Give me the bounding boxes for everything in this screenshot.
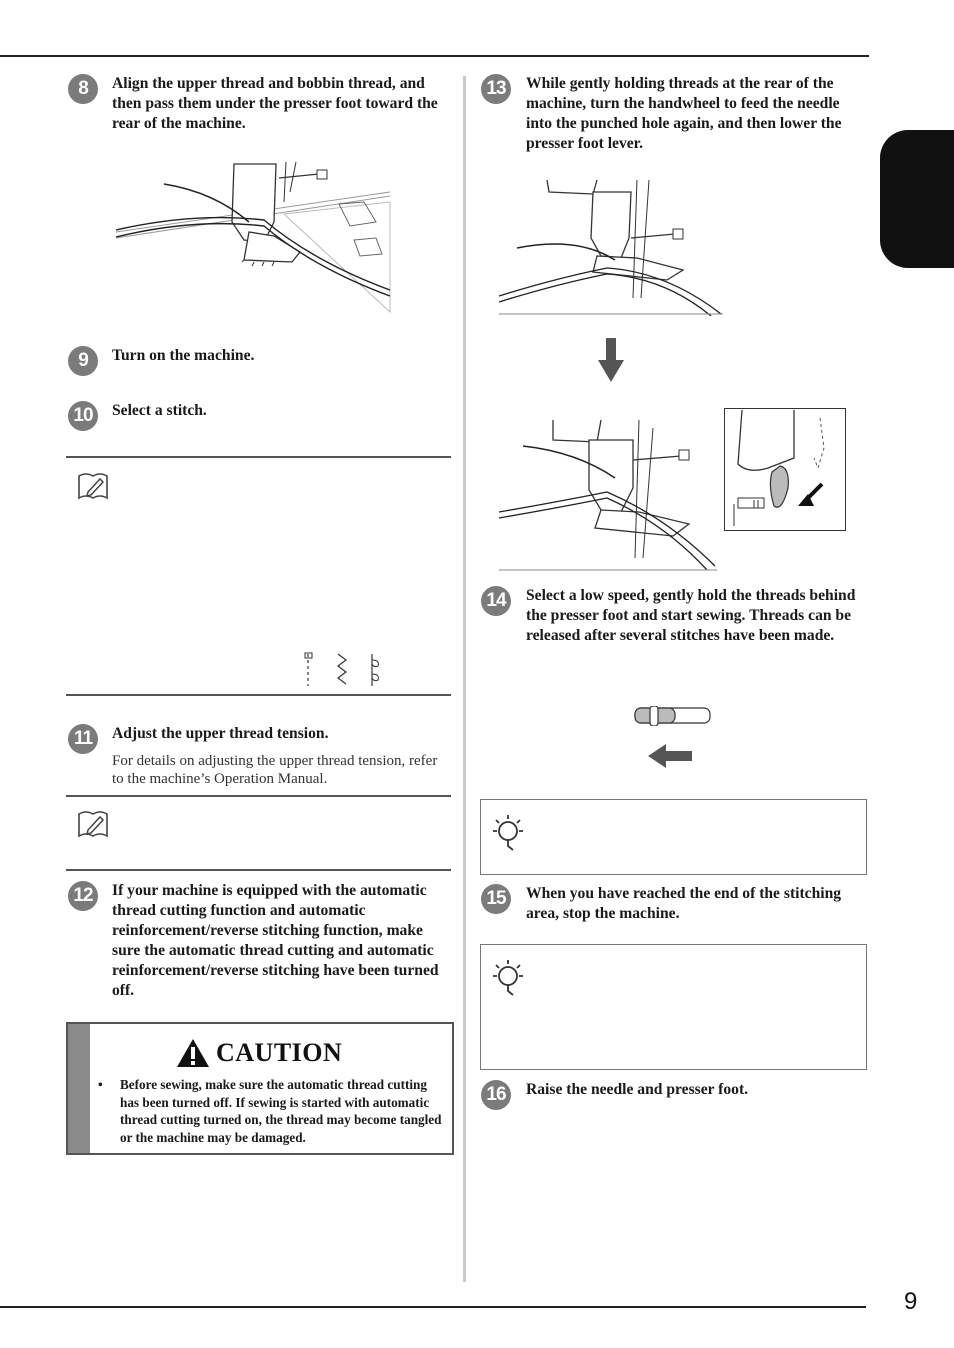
step-11-text: Adjust the upper thread tension. [112, 725, 329, 742]
speed-slider-illustration [634, 706, 712, 726]
column-divider [463, 76, 466, 1282]
step-number-badge: 9 [68, 346, 98, 376]
step-15-text: When you have reached the end of the stitching area, stop the machine. [526, 885, 842, 922]
step-12-text: If your machine is equipped with the automatic thread cutting function and automatic reinforcement/reverse stitching function, make sure the automatic thread cutting and automatic reinforcement/reverse stitching have been turned off. [112, 882, 439, 999]
bullet-marker: • [98, 1077, 103, 1092]
tip-box [480, 799, 867, 875]
caution-side-bar [68, 1024, 90, 1153]
page-number: 9 [904, 1288, 918, 1315]
caution-box [66, 1022, 454, 1155]
step-11-detail: For details on adjusting the upper thread tension, refer to the machine’s Operation Manual. [112, 753, 438, 787]
presser-foot-lever-inset [724, 408, 846, 531]
presser-foot-threads-illustration [114, 162, 394, 326]
step-16-text: Raise the needle and presser foot. [526, 1081, 749, 1098]
tip-box [480, 944, 867, 1070]
arrow-left-icon [648, 744, 692, 768]
lightbulb-icon [491, 957, 525, 999]
step-number-badge: 14 [481, 586, 511, 616]
lightbulb-icon [491, 812, 525, 854]
step-number-badge: 13 [481, 74, 511, 104]
step-13-text: While gently holding threads at the rear of the machine, turn the handwheel to feed the needle into the punched hole again, and then lower the presser foot lever. [526, 75, 842, 152]
caution-heading [176, 1038, 342, 1068]
note-bottom-rule [66, 869, 451, 871]
caution-title: CAUTION [216, 1038, 343, 1067]
presser-foot-lowered-illustration [497, 418, 719, 572]
bottom-rule [0, 1306, 866, 1308]
step-8-text: Align the upper thread and bobbin thread, and then pass them under the presser foot toward the rear of the machine. [112, 75, 438, 132]
step-number-badge: 10 [68, 401, 98, 431]
stitch-symbols [300, 650, 386, 690]
step-number-badge: 15 [481, 884, 511, 914]
warning-triangle-icon [176, 1038, 210, 1068]
note-bottom-rule [66, 694, 451, 696]
memo-pencil-icon [76, 808, 110, 840]
arrow-down-icon [598, 338, 624, 382]
step-10-text: Select a stitch. [112, 402, 207, 419]
step-number-badge: 11 [68, 724, 98, 754]
top-rule [0, 55, 869, 57]
step-number-badge: 16 [481, 1080, 511, 1110]
step-14-text: Select a low speed, gently hold the threads behind the presser foot and start sewing. Threads can be released after several stitches have been made. [526, 587, 856, 644]
memo-pencil-icon [76, 470, 110, 502]
chapter-tab [880, 130, 954, 268]
step-number-badge: 8 [68, 74, 98, 104]
needle-punched-hole-illustration [497, 178, 725, 316]
step-number-badge: 12 [68, 881, 98, 911]
note-top-rule [66, 456, 451, 458]
step-9-text: Turn on the machine. [112, 347, 255, 364]
caution-text: Before sewing, make sure the automatic thread cutting has been turned off. If sewing is started with automatic thread cutting turned on, the thread may become tangled or the machine may be damaged. [120, 1077, 442, 1145]
note-top-rule [66, 795, 451, 797]
